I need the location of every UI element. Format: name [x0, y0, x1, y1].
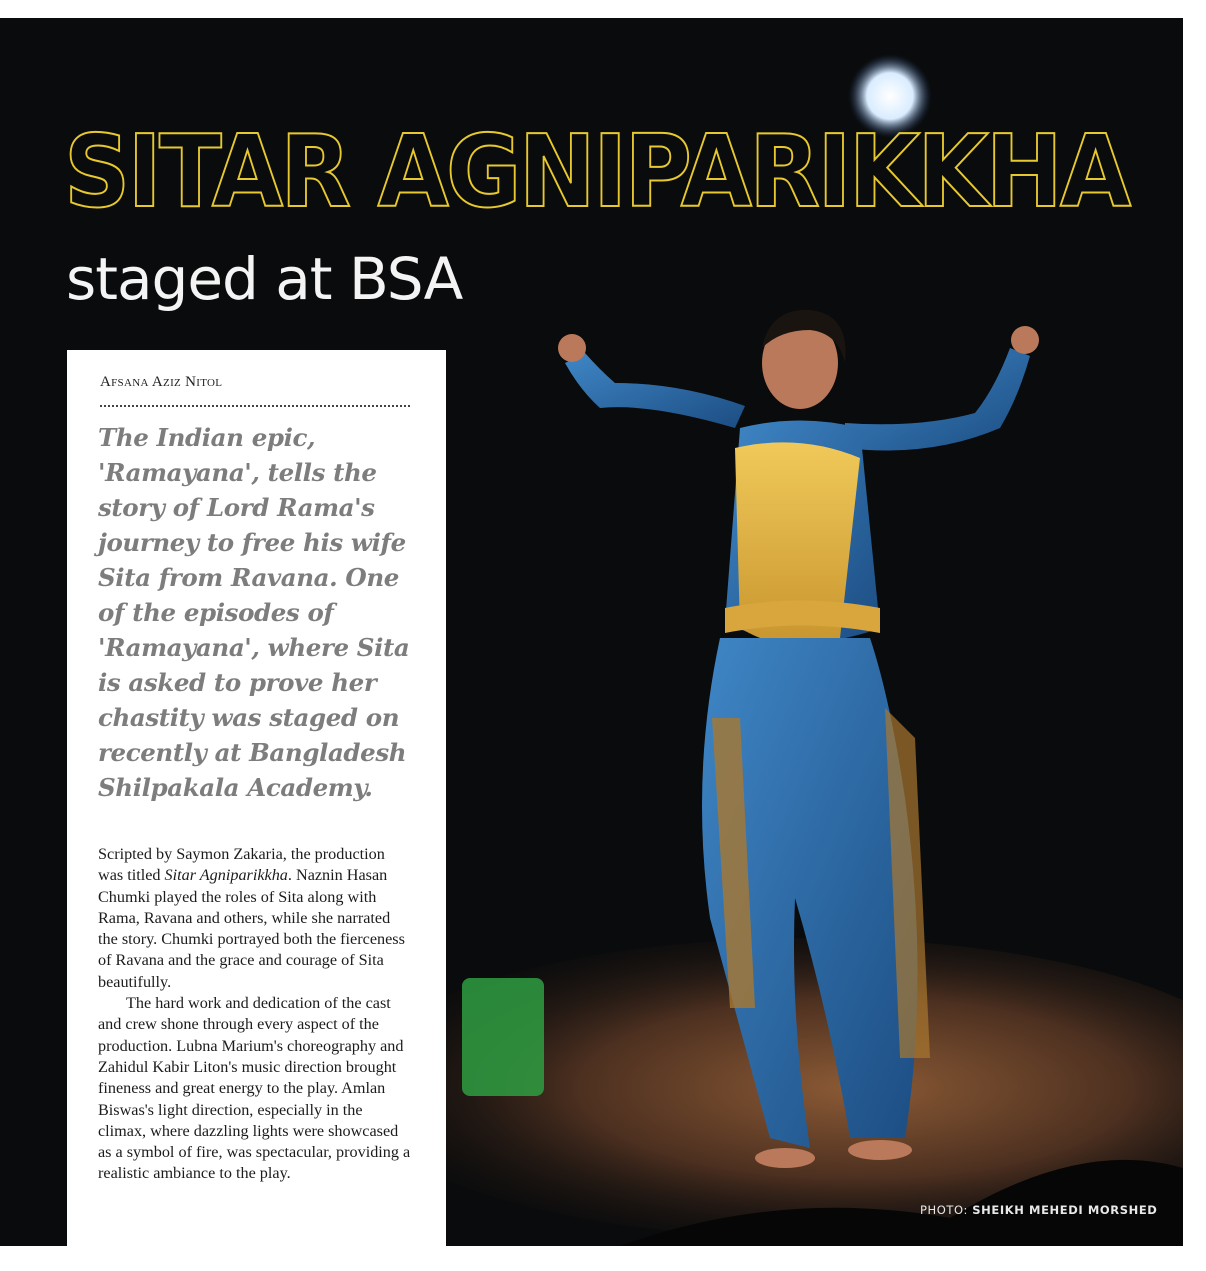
- byline: Afsana Aziz Nitol: [100, 374, 223, 390]
- headline: SITAR AGNIPARIKKHA: [64, 113, 1129, 230]
- article-page: [0, 18, 1183, 1246]
- photographer-name: SHEIKH MEHEDI MORSHED: [972, 1203, 1158, 1217]
- body-paragraph-2: The hard work and dedication of the cast and crew shone through every aspect of the production. Lubna Marium's choreography and Zahidul Kabir Liton's music direction brought fineness and great energy to the play. Amlan Biswas's light direction, especially in the climax, where dazzling lights were showcased as a symbol of fire, was spectacular, providing a realistic ambiance to the play.: [98, 994, 411, 1183]
- article-body: [98, 844, 412, 1185]
- body-paragraph-1-part-a: Scripted by Saymon Zakaria, the production was titled: [98, 845, 385, 885]
- photo-credit: [920, 1203, 1157, 1217]
- subheadline: staged at BSA: [66, 245, 463, 313]
- article-text-panel: [67, 350, 446, 1246]
- intro-paragraph: The Indian epic, 'Ramayana', tells the story of Lord Rama's journey to free his wife Sita from Ravana. One of the episodes of 'Ramayana', where Sita is asked to prove her chastity was staged on recently at Bangladesh Shilpakala Academy.: [98, 423, 410, 802]
- production-title: Sitar Agniparikkha: [164, 866, 288, 885]
- body-paragraph-1: [98, 844, 412, 993]
- byline-divider: [100, 405, 410, 407]
- green-prop: [462, 978, 544, 1096]
- body-paragraph-1-part-b: . Naznin Hasan Chumki played the roles of Sita along with Rama, Ravana and others, while she narrated the story. Chumki portrayed both the fierceness of Ravana and the grace and courage of Sita beautifully.: [98, 866, 405, 991]
- photo-credit-label: PHOTO:: [920, 1203, 968, 1217]
